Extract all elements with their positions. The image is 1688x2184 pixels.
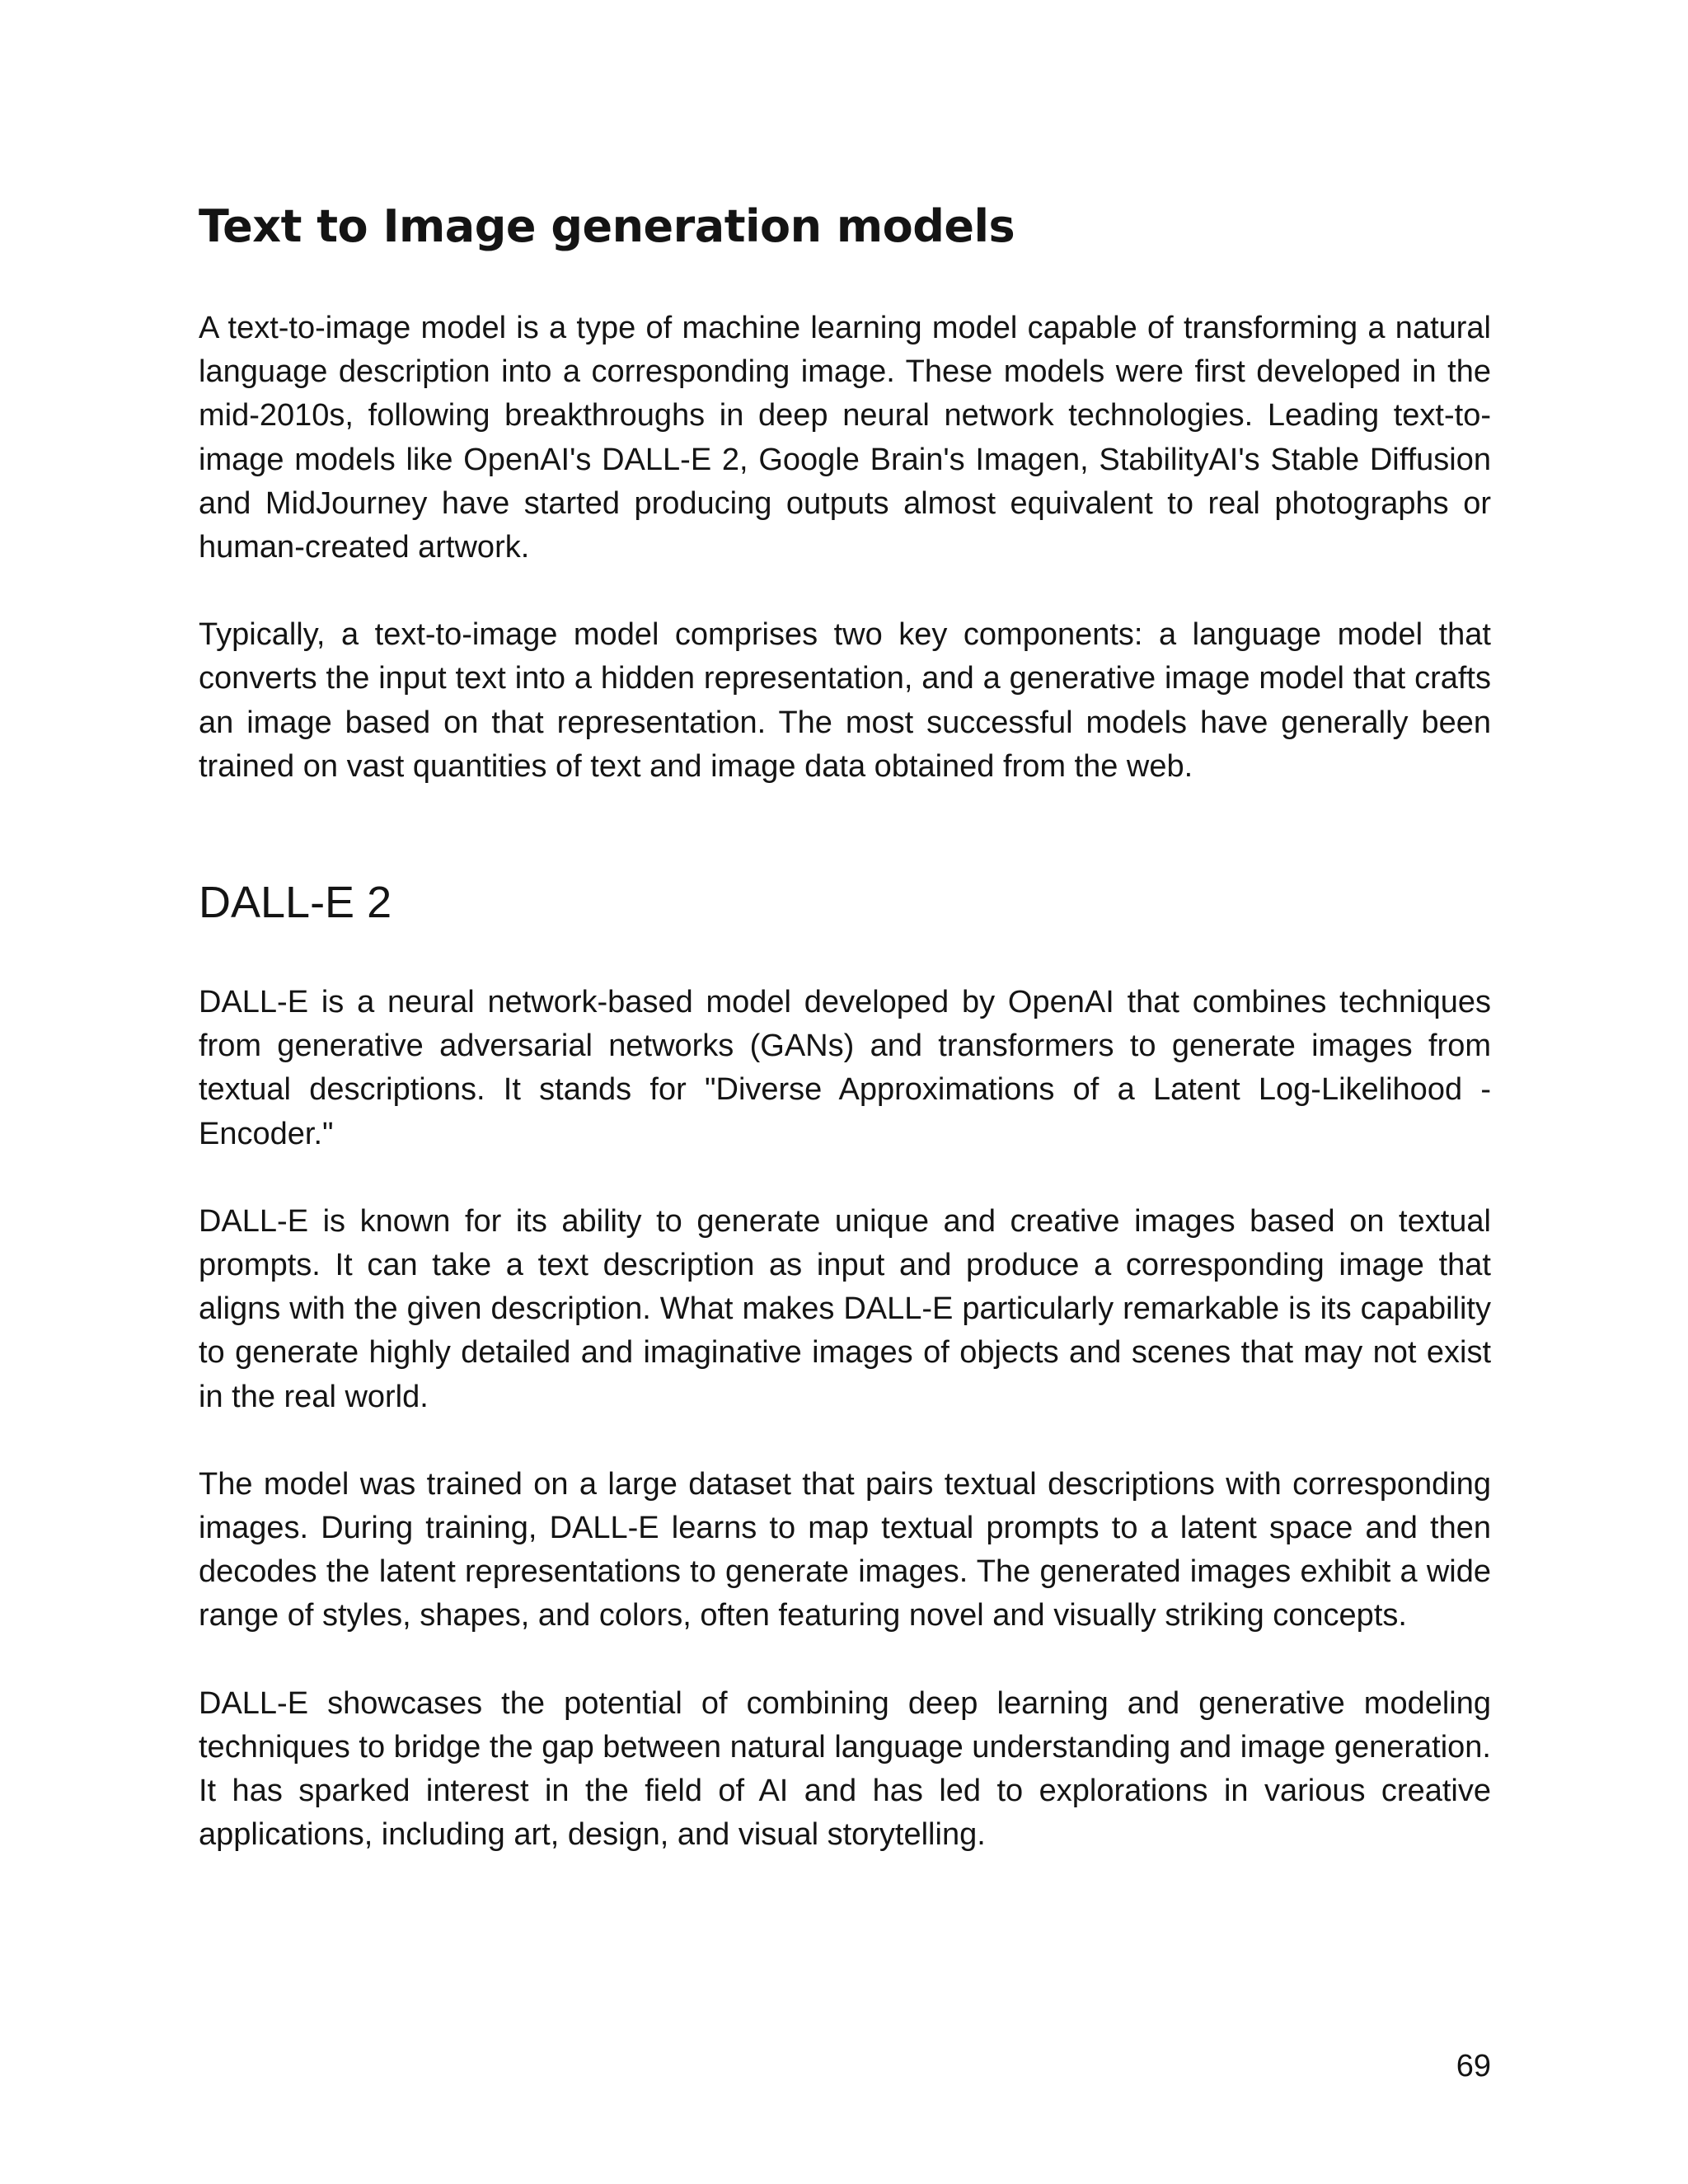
spacer xyxy=(199,1638,1491,1682)
spacer xyxy=(199,257,1491,307)
spacer xyxy=(199,789,1491,876)
spacer xyxy=(199,1419,1491,1463)
intro-paragraph-2: Typically, a text-to-image model comprises two key components: a language model that converts the input text into a hidden representation, and a generative image model that crafts an image based on that representation. The most successful models have generally been trained on vast quantities of text and image data obtained from the web. xyxy=(199,617,1491,784)
dalle-paragraph-4: DALL-E showcases the potential of combining deep learning and generative modeling techniques to bridge the gap between natural language understanding and image generation. It has sparked interest in the field of AI and has led to explorations in various creative applications, including art, design, and visual storytelling. xyxy=(199,1685,1491,1853)
page-number: 69 xyxy=(1456,2049,1491,2083)
page-content xyxy=(199,196,1491,1857)
dalle-paragraph-1: DALL-E is a neural network-based model developed by OpenAI that combines techniques from generative adversarial networks (GANs) and transformers to generate images from textual descriptions. It stands for "Diverse Approximations of a Latent Log-Likelihood - Encoder." xyxy=(199,985,1491,1151)
section-title: Text to Image generation models xyxy=(199,200,1015,252)
dalle-paragraph-3: The model was trained on a large dataset that pairs textual descriptions with corresponding images. During training, DALL-E learns to map textual prompts to a latent space and then decodes the latent representations to generate images. The generated images exhibit a wide range of styles, shapes, and colors, often featuring novel and visually striking concepts. xyxy=(199,1466,1491,1633)
intro-paragraph-1: A text-to-image model is a type of machine learning model capable of transforming a natural language description into a corresponding image. These models were first developed in the mid-2010s, following breakthroughs in deep neural network technologies. Leading text-to-image models like OpenAI's DALL-E 2, Google Brain's Imagen, StabilityAI's Stable Diffusion and MidJourney have started producing outputs almost equivalent to real photographs or human-created artwork. xyxy=(199,311,1491,565)
spacer xyxy=(199,1156,1491,1200)
spacer xyxy=(199,569,1491,613)
subsection-title: DALL-E 2 xyxy=(199,878,392,928)
dalle-paragraph-2: DALL-E is known for its ability to generate unique and creative images based on textual prompts. It can take a text description as input and produce a corresponding image that aligns with the given description. What makes DALL-E particularly remarkable is its capability to generate highly detailed and imaginative images of objects and scenes that may not exist in the real world. xyxy=(199,1203,1491,1414)
spacer xyxy=(199,929,1491,981)
